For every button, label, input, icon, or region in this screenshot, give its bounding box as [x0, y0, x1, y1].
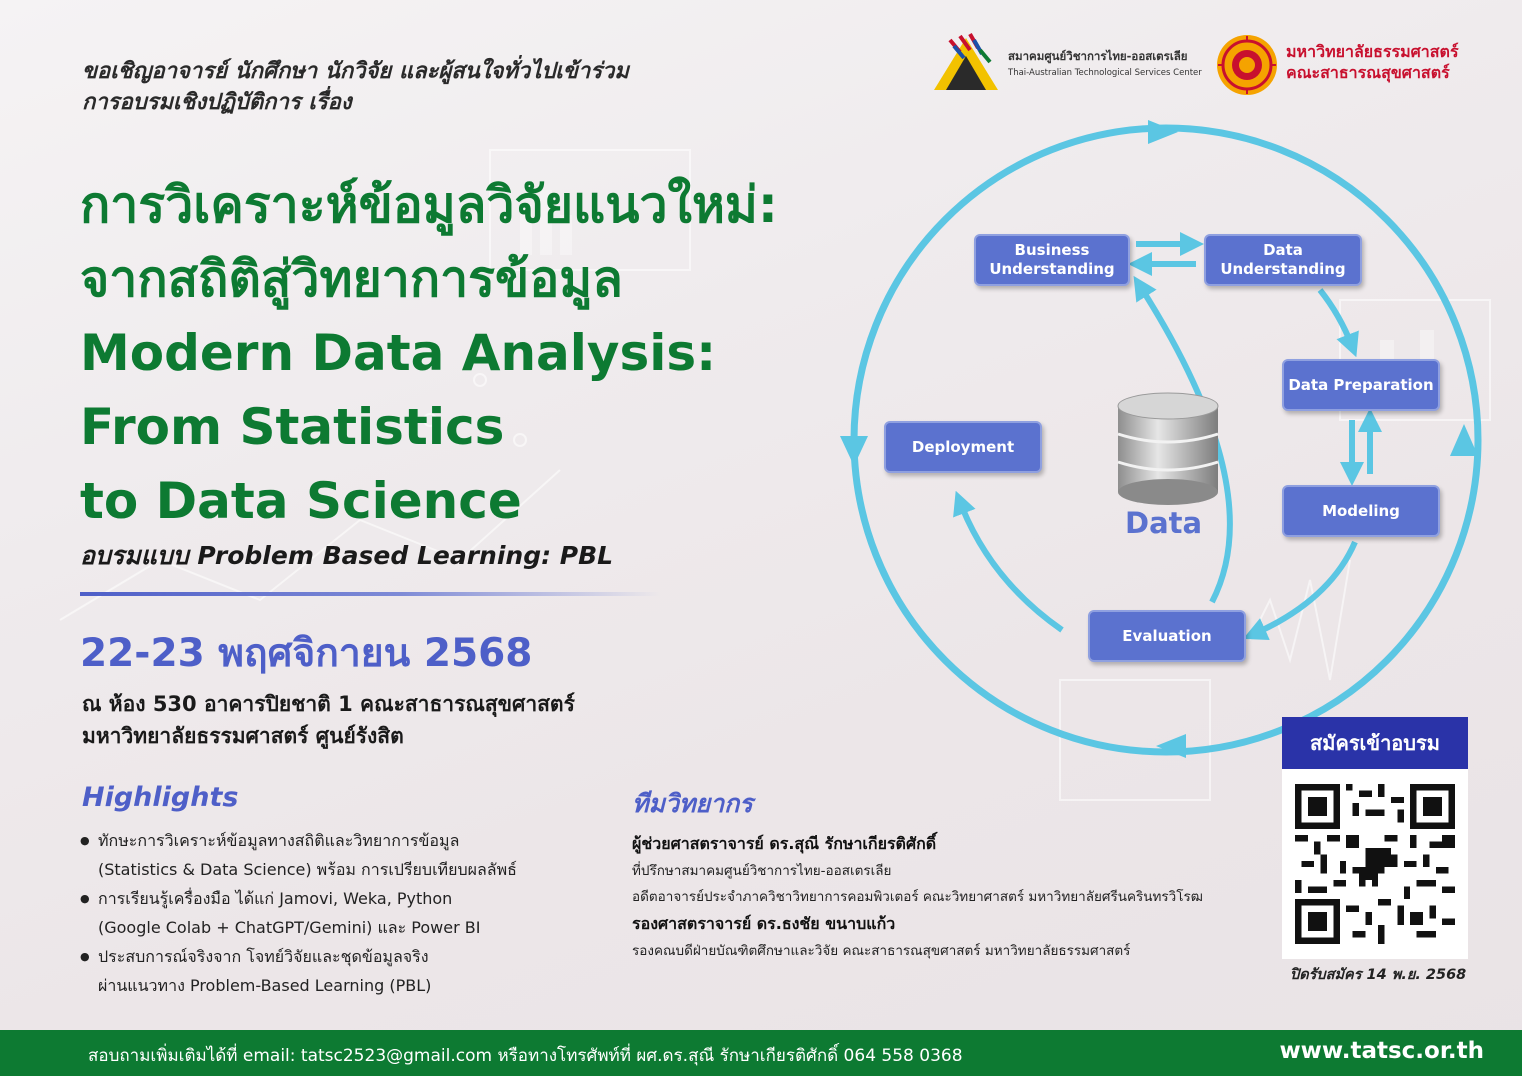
crisp-dm-diagram — [830, 110, 1510, 790]
invitation-text — [82, 56, 629, 118]
tatsc-name-thai: สมาคมศูนย์วิชาการไทย-ออสเตรเลีย — [1008, 49, 1188, 63]
title-english-line-1: Modern Data Analysis: — [80, 324, 717, 382]
invitation-line-1: ขอเชิญอาจารย์ นักศึกษา นักวิจัย และผู้สนใจทั่วไปเข้าร่วม — [82, 59, 629, 84]
speaker-name: ผู้ช่วยศาสตราจารย์ ดร.สุณี รักษาเกียรติศักดิ์ — [632, 834, 937, 853]
data-preparation-box: Data Preparation — [1282, 359, 1440, 411]
website-link[interactable]: www.tatsc.or.th — [1279, 1038, 1484, 1064]
event-venue — [82, 688, 575, 752]
course-title — [80, 168, 900, 538]
logo-bar — [930, 30, 1490, 100]
footer-contact: สอบถามเพิ่มเติมได้ที่ email: tatsc2523@gmail.com หรือทางโทรศัพท์ที่ ผศ.ดร.สุณี รักษาเกียรติศักดิ์ 064 558 0368 — [88, 1046, 963, 1066]
business-understanding-box: Business Understanding — [974, 234, 1130, 286]
modeling-box: Modeling — [1282, 485, 1440, 537]
data-center-label: Data — [1125, 506, 1203, 540]
highlights-heading: Highlights — [82, 782, 239, 813]
tatsc-logo-icon — [930, 30, 1002, 94]
registration-panel — [1282, 717, 1468, 959]
register-button[interactable]: สมัครเข้าอบรม — [1282, 717, 1468, 769]
speakers-heading: ทีมวิทยากร — [632, 789, 753, 818]
database-icon — [1114, 392, 1222, 508]
highlight-item — [80, 942, 600, 1000]
footer-bar — [0, 1030, 1522, 1076]
tatsc-name-english: Thai-Australian Technological Services Center — [1008, 68, 1202, 78]
evaluation-box: Evaluation — [1088, 610, 1246, 662]
highlight-item — [80, 884, 600, 942]
highlight-text: (Google Colab + ChatGPT/Gemini) และ Power BI — [98, 918, 481, 937]
speaker-role: รองคณบดีฝ่ายบัณฑิตศึกษาและวิจัย คณะสาธารณสุขศาสตร์ มหาวิทยาลัยธรรมศาสตร์ — [632, 943, 1131, 959]
training-format: อบรมแบบ Problem Based Learning: PBL — [80, 541, 614, 570]
deployment-box: Deployment — [884, 421, 1042, 473]
title-thai-line-2: จากสถิติสู่วิทยาการข้อมูล — [80, 250, 623, 308]
highlight-text: ผ่านแนวทาง Problem-Based Learning (PBL) — [98, 976, 432, 995]
highlights-list — [80, 826, 600, 1000]
section-divider — [80, 592, 660, 596]
invitation-line-2: การอบรมเชิงปฏิบัติการ เรื่อง — [82, 90, 352, 115]
data-understanding-box: Data Understanding — [1204, 234, 1362, 286]
speaker-role: ที่ปรึกษาสมาคมศูนย์วิชาการไทย-ออสเตรเลีย — [632, 863, 892, 879]
registration-deadline: ปิดรับสมัคร 14 พ.ย. 2568 — [1290, 967, 1467, 983]
highlight-text: ● การเรียนรู้เครื่องมือ ได้แก่ Jamovi, Weka, Python — [98, 889, 453, 908]
highlight-text: ● ทักษะการวิเคราะห์ข้อมูลทางสถิติและวิทยาการข้อมูล — [98, 831, 460, 850]
qr-code-icon[interactable] — [1295, 784, 1455, 944]
title-thai-line-1: การวิเคราะห์ข้อมูลวิจัยแนวใหม่: — [80, 176, 778, 234]
qr-code-container[interactable] — [1282, 769, 1468, 959]
speakers-list — [632, 830, 1272, 964]
event-date: 22-23 พฤศจิกายน 2568 — [80, 631, 533, 676]
highlight-item — [80, 826, 600, 884]
speaker-role: อดีตอาจารย์ประจำภาควิชาวิทยาการคอมพิวเตอร์ คณะวิทยาศาสตร์ มหาวิทยาลัยศรีนครินทรวิโรฒ — [632, 889, 1203, 905]
highlight-text: (Statistics & Data Science) พร้อม การเปรียบเทียบผลลัพธ์ — [98, 860, 517, 879]
tu-faculty-name: คณะสาธารณสุขศาสตร์ — [1286, 63, 1450, 82]
venue-line-1: ณ ห้อง 530 อาคารปิยชาติ 1 คณะสาธารณสุขศาสตร์ — [82, 692, 575, 716]
tu-university-name: มหาวิทยาลัยธรรมศาสตร์ — [1286, 42, 1459, 61]
tu-seal-icon — [1216, 34, 1278, 96]
title-english-line-3: to Data Science — [80, 472, 522, 530]
title-english-line-2: From Statistics — [80, 398, 505, 456]
venue-line-2: มหาวิทยาลัยธรรมศาสตร์ ศูนย์รังสิต — [82, 724, 404, 748]
speaker-name: รองศาสตราจารย์ ดร.ธงชัย ขนาบแก้ว — [632, 914, 896, 933]
highlight-text: ● ประสบการณ์จริงจาก โจทย์วิจัยและชุดข้อมูลจริง — [98, 947, 429, 966]
